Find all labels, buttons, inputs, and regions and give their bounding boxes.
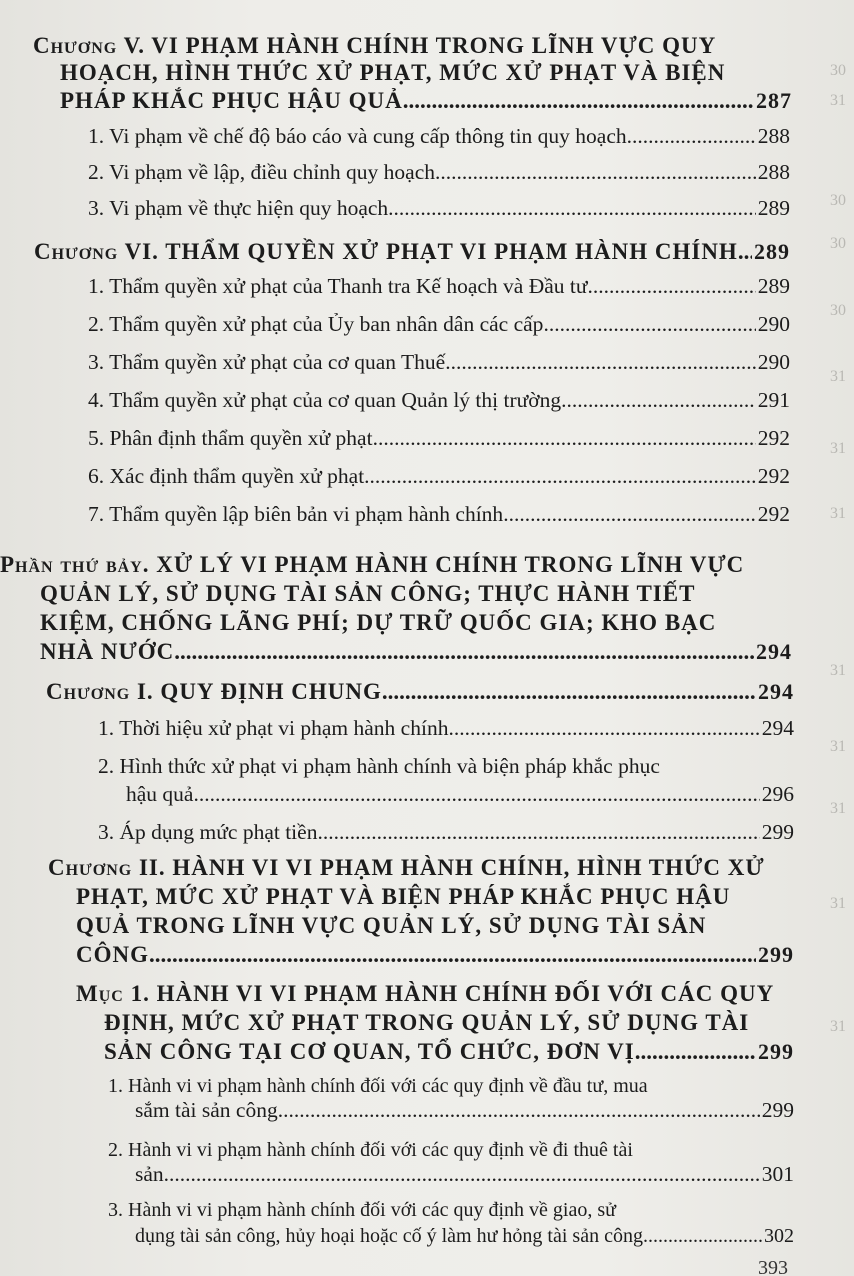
toc-text: 7. Thẩm quyền lập biên bản vi phạm hành chính (88, 502, 504, 526)
toc-text: QUẢN LÝ, SỬ DỤNG TÀI SẢN CÔNG; THỰC HÀNH TIẾT (40, 581, 696, 606)
dot-leader (738, 240, 752, 263)
toc-text: 2. Hành vi vi phạm hành chính đối với các quy định về đi thuê tài (108, 1139, 633, 1161)
toc-entry (108, 1140, 794, 1160)
dot-leader (149, 943, 756, 966)
dot-leader (635, 1040, 756, 1063)
toc-text: NHÀ NƯỚC (40, 639, 175, 664)
toc-entry (126, 784, 794, 806)
part-heading (0, 553, 814, 576)
page-ref: 299 (761, 1098, 794, 1122)
toc-entry (88, 162, 790, 184)
toc-text: hậu quả (126, 782, 194, 806)
bleed-number: 31 (830, 368, 846, 385)
page-ref: 294 (761, 716, 794, 740)
part-heading (40, 582, 814, 605)
page-ref: 292 (757, 464, 790, 488)
bleed-number: 31 (830, 505, 846, 522)
page-ref: 287 (756, 88, 792, 113)
toc-text: Chương II. HÀNH VI VI PHẠM HÀNH CHÍNH, HÌNH THỨC XỬ (48, 855, 765, 880)
toc-entry (135, 1164, 794, 1186)
toc-entry (88, 466, 790, 488)
page-ref: 288 (757, 160, 790, 184)
toc-text: 2. Thẩm quyền xử phạt của Ủy ban nhân dân các cấp (88, 312, 544, 336)
dot-leader (643, 1226, 762, 1246)
page-number: 393 (758, 1257, 788, 1276)
dot-leader (561, 390, 756, 412)
toc-text: 6. Xác định thẩm quyền xử phạt (88, 464, 365, 488)
part-heading (40, 611, 814, 634)
toc-text: HOẠCH, HÌNH THỨC XỬ PHẠT, MỨC XỬ PHẠT VÀ BIỆN (60, 60, 726, 85)
bleed-number: 30 (830, 235, 846, 252)
page-ref: 302 (764, 1225, 794, 1247)
toc-entry (108, 1076, 794, 1096)
chapter-heading (76, 914, 794, 937)
toc-text: Chương VI. THẨM QUYỀN XỬ PHẠT VI PHẠM HÀNH CHÍNH (34, 239, 738, 264)
page-ref: 289 (757, 274, 790, 298)
toc-entry (98, 756, 794, 778)
toc-entry (60, 89, 792, 112)
dot-leader (373, 428, 756, 450)
bleed-number: 31 (830, 1018, 846, 1035)
toc-entry (88, 126, 790, 148)
toc-text: 1. Vi phạm về chế độ báo cáo và cung cấp thông tin quy hoạch (88, 124, 627, 148)
toc-text: 1. Thời hiệu xử phạt vi phạm hành chính (98, 716, 449, 740)
chapter-heading (33, 34, 814, 57)
toc-text: Chương I. QUY ĐỊNH CHUNG (46, 679, 382, 704)
toc-entry (108, 1200, 794, 1220)
bleed-number: 31 (830, 800, 846, 817)
toc-entry (135, 1226, 794, 1246)
toc-text: Mục 1. HÀNH VI VI PHẠM HÀNH CHÍNH ĐỐI VỚI CÁC QUY (76, 981, 775, 1006)
dot-leader (278, 1100, 760, 1122)
toc-entry (104, 1040, 794, 1063)
chapter-heading (48, 856, 794, 879)
dot-leader (435, 162, 756, 184)
toc-entry (88, 428, 790, 450)
toc-entry (88, 276, 790, 298)
toc-entry (76, 943, 794, 966)
page-ref: 292 (757, 426, 790, 450)
page-ref: 290 (757, 312, 790, 336)
toc-text: PHÁP KHẮC PHỤC HẬU QUẢ (60, 88, 403, 113)
bleed-number: 31 (830, 662, 846, 679)
toc-entry (135, 1100, 794, 1122)
page-ref: 296 (761, 782, 794, 806)
bleed-number: 30 (830, 62, 846, 79)
page-ref: 299 (758, 1039, 794, 1064)
toc-text: 3. Vi phạm về thực hiện quy hoạch (88, 196, 389, 220)
bleed-number: 31 (830, 440, 846, 457)
dot-leader (317, 822, 759, 844)
page-ref: 299 (758, 942, 794, 967)
toc-entry (88, 198, 790, 220)
bleed-number: 31 (830, 895, 846, 912)
toc-text: KIỆM, CHỐNG LÃNG PHÍ; DỰ TRỮ QUỐC GIA; KHO BẠC (40, 610, 717, 635)
chapter-heading (76, 885, 794, 908)
toc-text: sản (135, 1162, 164, 1186)
chapter-heading (60, 61, 814, 84)
toc-text: SẢN CÔNG TẠI CƠ QUAN, TỔ CHỨC, ĐƠN VỊ (104, 1039, 635, 1064)
toc-entry (40, 640, 792, 663)
toc-text: ĐỊNH, MỨC XỬ PHẠT TRONG QUẢN LÝ, SỬ DỤNG TÀI (104, 1010, 750, 1035)
page-ref: 294 (756, 639, 792, 664)
bleed-number: 31 (830, 92, 846, 109)
toc-entry (88, 314, 790, 336)
bleed-number: 31 (830, 738, 846, 755)
toc-text: Phần thứ bảy. XỬ LÝ VI PHẠM HÀNH CHÍNH TRONG LĨNH VỰC (0, 552, 745, 577)
toc-text: 4. Thẩm quyền xử phạt của cơ quan Quản lý thị trường (88, 388, 562, 412)
dot-leader (445, 352, 756, 374)
toc-text: QUẢ TRONG LĨNH VỰC QUẢN LÝ, SỬ DỤNG TÀI SẢN (76, 913, 707, 938)
page-ref: 299 (761, 820, 794, 844)
page-ref: 301 (761, 1162, 794, 1186)
toc-entry (98, 822, 794, 844)
toc-text: Chương V. VI PHẠM HÀNH CHÍNH TRONG LĨNH VỰC QUY (33, 33, 717, 58)
toc-text: 5. Phân định thẩm quyền xử phạt (88, 426, 373, 450)
toc-text: PHẠT, MỨC XỬ PHẠT VÀ BIỆN PHÁP KHẮC PHỤC HẬU (76, 884, 731, 909)
page-ref: 289 (757, 196, 790, 220)
page-ref: 290 (757, 350, 790, 374)
toc-text: 1. Thẩm quyền xử phạt của Thanh tra Kế hoạch và Đầu tư (88, 274, 588, 298)
dot-leader (503, 504, 756, 526)
section-heading (76, 982, 794, 1005)
dot-leader (543, 314, 755, 336)
page-ref: 289 (754, 239, 790, 264)
page-ref: 294 (758, 679, 794, 704)
toc-text: sắm tài sản công (135, 1098, 278, 1122)
toc-text: CÔNG (76, 942, 149, 967)
dot-leader (588, 276, 756, 298)
dot-leader (193, 784, 759, 806)
toc-text: 3. Áp dụng mức phạt tiền (98, 820, 318, 844)
bleed-number: 30 (830, 302, 846, 319)
toc-text: 3. Thẩm quyền xử phạt của cơ quan Thuế (88, 350, 446, 374)
page-ref: 291 (757, 388, 790, 412)
page-ref: 292 (757, 502, 790, 526)
toc-entry (34, 240, 790, 263)
toc-text: 1. Hành vi vi phạm hành chính đối với các quy định về đầu tư, mua (108, 1075, 648, 1097)
dot-leader (388, 198, 756, 220)
dot-leader (364, 466, 756, 488)
bleed-number: 30 (830, 192, 846, 209)
toc-text: dụng tài sản công, hủy hoại hoặc cố ý làm hư hỏng tài sản công (135, 1225, 643, 1247)
toc-entry (88, 390, 790, 412)
toc-text: 2. Hình thức xử phạt vi phạm hành chính và biện pháp khắc phục (98, 754, 660, 778)
toc-text: 2. Vi phạm về lập, điều chỉnh quy hoạch (88, 160, 436, 184)
toc-entry (88, 504, 790, 526)
toc-entry (88, 352, 790, 374)
dot-leader (382, 680, 756, 703)
page-ref: 288 (757, 124, 790, 148)
dot-leader (174, 640, 754, 663)
toc-entry (46, 680, 794, 703)
toc-text: 3. Hành vi vi phạm hành chính đối với các quy định về giao, sử (108, 1199, 616, 1221)
dot-leader (164, 1164, 760, 1186)
dot-leader (627, 126, 756, 148)
section-heading (104, 1011, 794, 1034)
dot-leader (448, 718, 759, 740)
dot-leader (403, 89, 754, 112)
toc-entry (98, 718, 794, 740)
